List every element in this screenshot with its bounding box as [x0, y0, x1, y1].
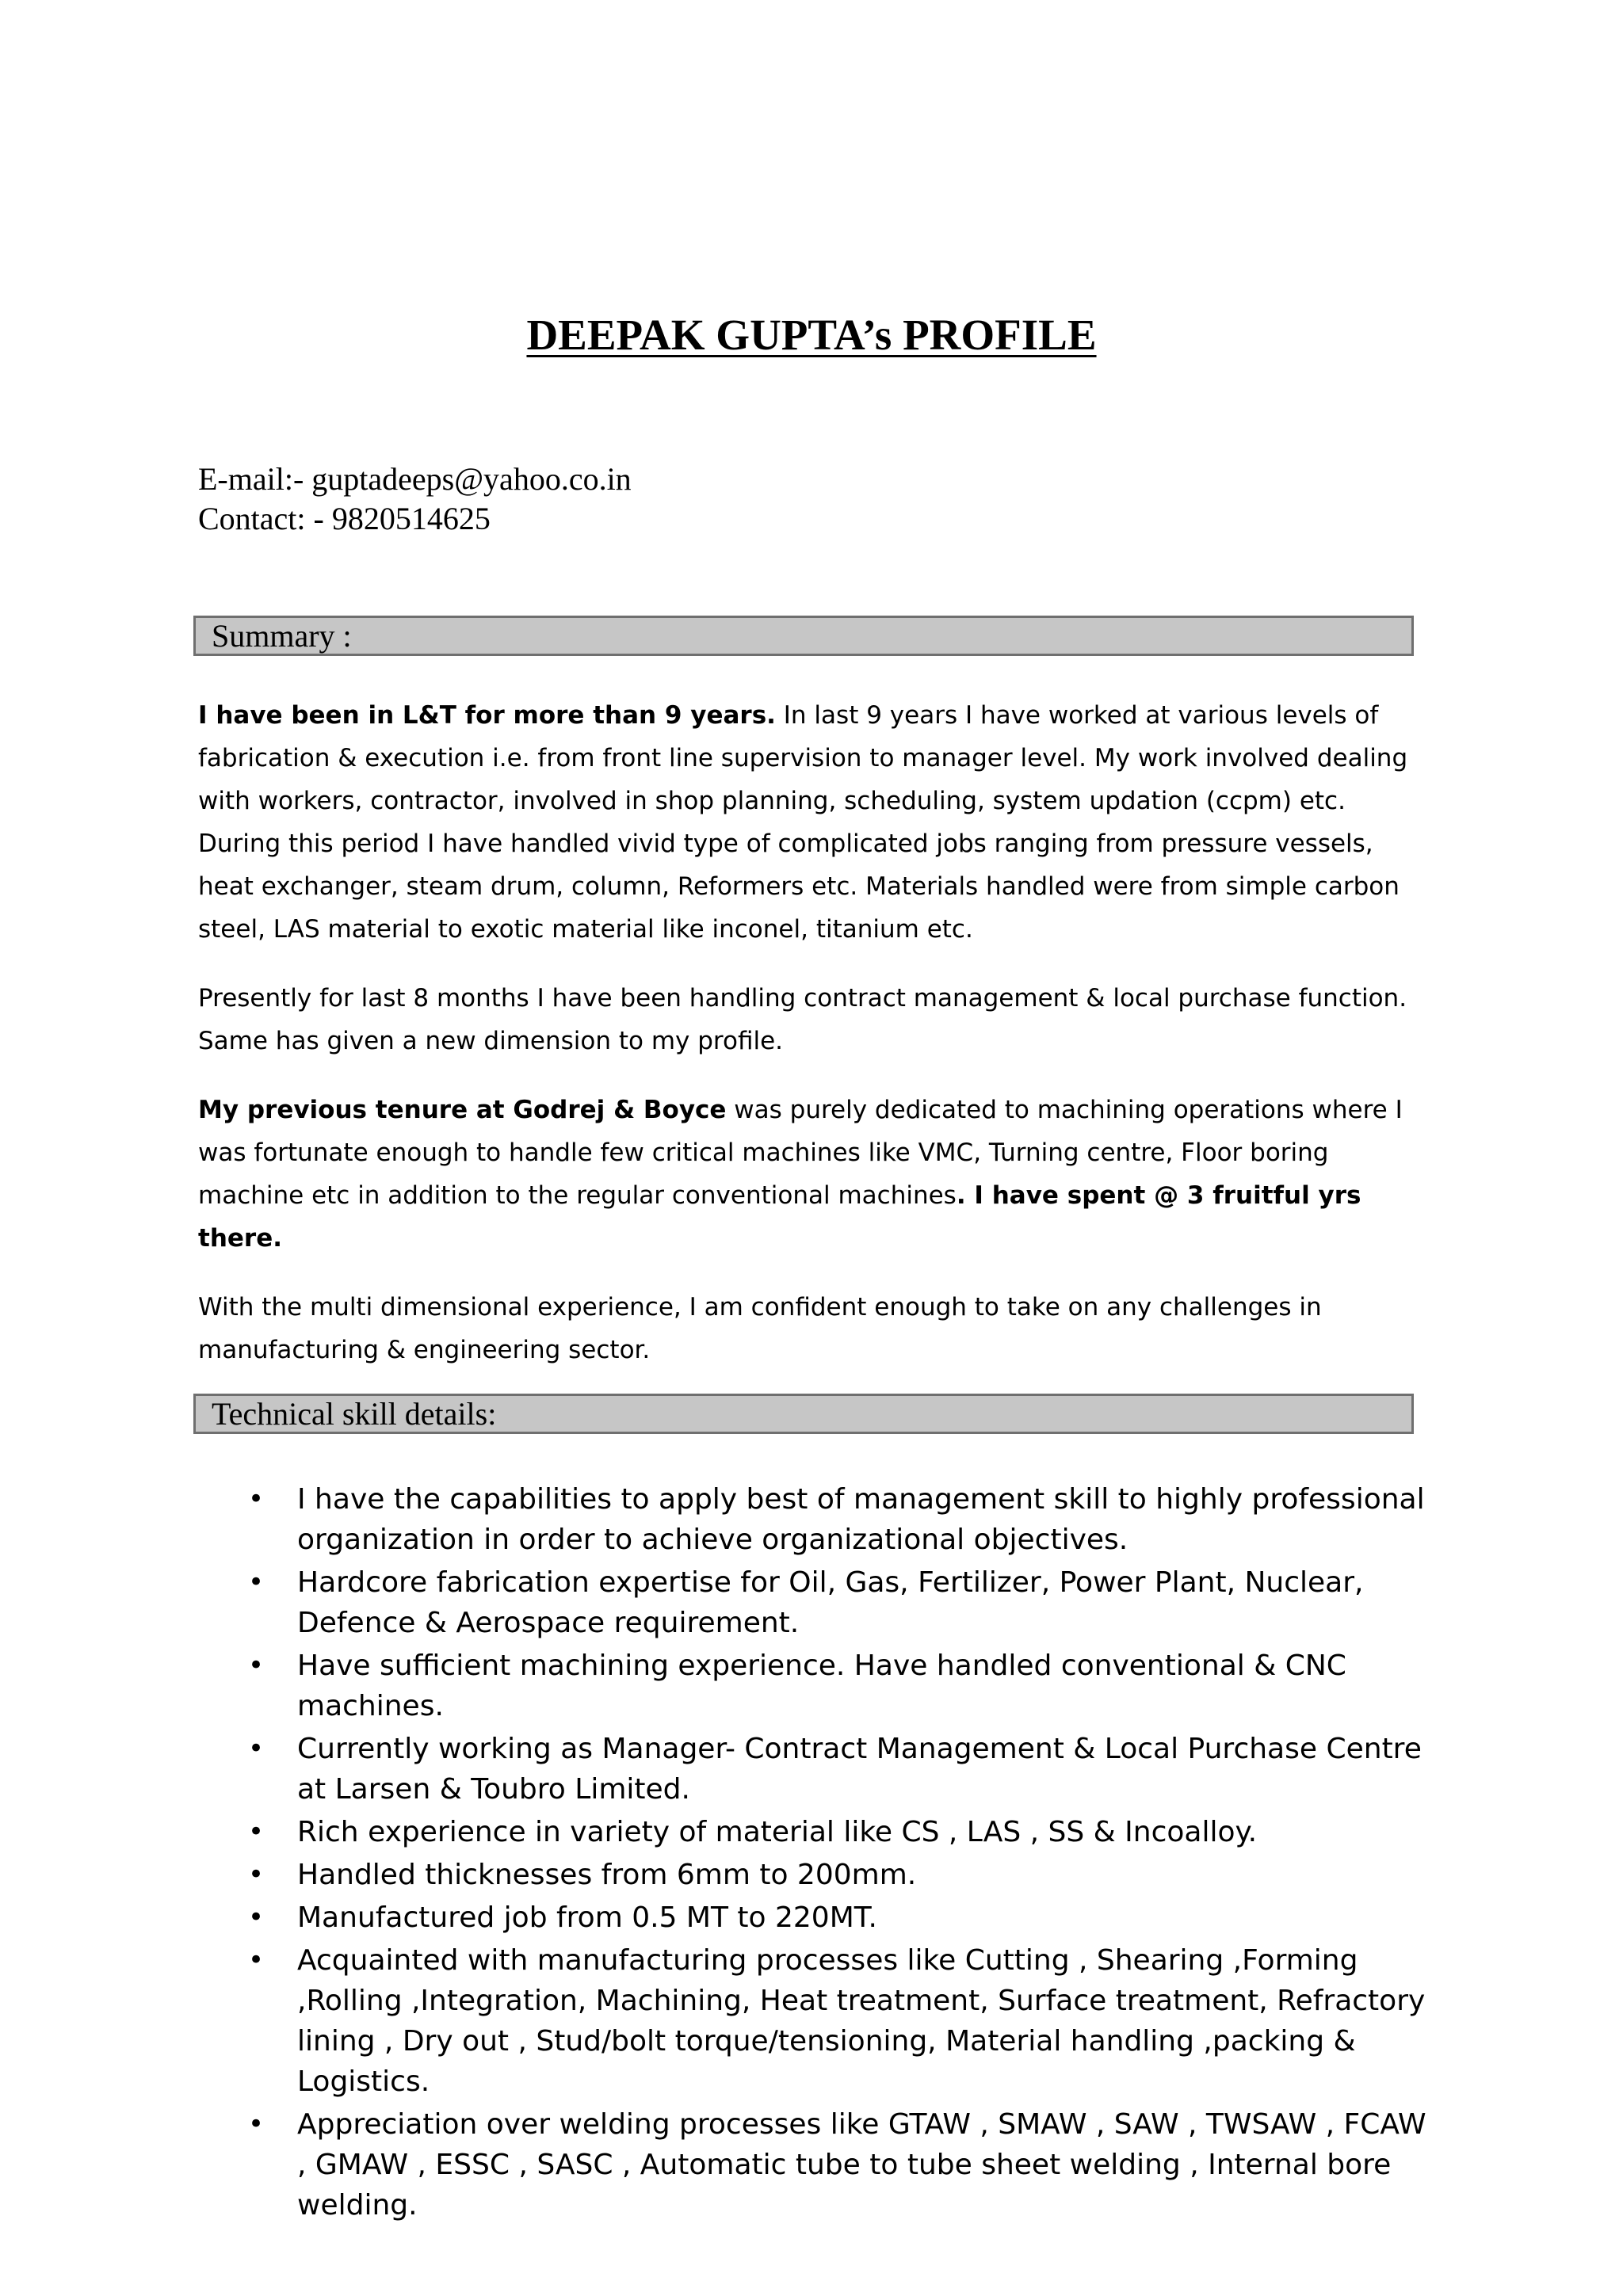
list-item	[238, 1479, 1442, 1560]
page-title: DEEPAK GUPTA’s PROFILE	[526, 311, 1097, 359]
summary-paragraph-1	[198, 694, 1434, 951]
phone-line: Contact: - 9820514625	[198, 501, 491, 536]
skill-text: Handled thicknesses from 6mm to 200mm.	[297, 1859, 917, 1891]
summary-paragraph-4: With the multi dimensional experience, I am confident enough to take on any challenges in manufacturing & engineering sector.	[198, 1293, 1322, 1364]
summary-p3-end-bold: . I have spent @ 3 fruitful yrs there.	[198, 1181, 1361, 1253]
list-item	[238, 1562, 1442, 1643]
skills-section-header	[193, 1394, 1414, 1434]
summary-paragraph-3	[198, 1089, 1434, 1260]
bullet-icon: •	[248, 1650, 265, 1681]
skill-text: I have the capabilities to apply best of management skill to highly professional organization in order to achieve organizational objectives.	[297, 1483, 1425, 1556]
list-item	[238, 1646, 1442, 1726]
summary-p1-text: In last 9 years I have worked at various levels of fabrication & execution i.e. from front line supervision to manager level. My work involved dealing with workers, contractor, involved in shop planning, scheduling, system updation (ccpm) etc. During this period I have handled vivid type of complicated jobs ranging from pressure vessels, heat exchanger, steam drum, column, Reformers etc. Materials handled were from simple carbon steel, LAS material to exotic material like inconel, titanium etc.	[198, 701, 1408, 944]
skill-text: Currently working as Manager- Contract Management & Local Purchase Centre at Larsen & Toubro Limited.	[297, 1733, 1422, 1806]
bullet-icon: •	[248, 1483, 265, 1515]
skill-text: Appreciation over welding processes like GTAW , SMAW , SAW , TWSAW , FCAW , GMAW , ESSC , SASC , Automatic tube to tube sheet welding , Internal bore welding.	[297, 2108, 1426, 2222]
bullet-icon: •	[248, 1566, 265, 1598]
bullet-icon: •	[248, 1859, 265, 1890]
skill-text: Acquainted with manufacturing processes like Cutting , Shearing ,Forming ,Rolling ,Integration, Machining, Heat treatment, Surface treatment, Refractory lining , Dry out , Stud/bolt torque/tensioning, Material handling ,packing & Logistics.	[297, 1944, 1426, 2098]
bullet-icon: •	[248, 1816, 265, 1848]
skills-heading: Technical skill details:	[212, 1396, 497, 1432]
list-item	[238, 1855, 1442, 1895]
list-item	[238, 1897, 1442, 1938]
summary-paragraph-2: Presently for last 8 months I have been handling contract management & local purchase function. Same has given a new dimension to my profile.	[198, 984, 1407, 1055]
email-line: E-mail:- guptadeeps@yahoo.co.in	[198, 461, 632, 497]
bullet-icon: •	[248, 1901, 265, 1933]
list-item	[238, 1812, 1442, 1852]
summary-p3-bold: My previous tenure at Godrej & Boyce	[198, 1096, 727, 1124]
list-item	[238, 1729, 1442, 1810]
skill-text: Manufactured job from 0.5 MT to 220MT.	[297, 1901, 877, 1934]
bullet-icon: •	[248, 2108, 265, 2140]
bullet-icon: •	[248, 1944, 265, 1976]
list-item	[238, 2104, 1442, 2225]
summary-p1-bold: I have been in L&T for more than 9 years.	[198, 701, 776, 730]
summary-p3-text: was purely dedicated to machining operations where I was fortunate enough to handle few critical machines like VMC, Turning centre, Floor boring machine etc in addition to the regular conventional machines	[198, 1096, 1403, 1210]
skills-list	[238, 1479, 1442, 2228]
skill-text: Have sufficient machining experience. Have handled conventional & CNC machines.	[297, 1650, 1346, 1722]
summary-heading: Summary :	[212, 618, 352, 654]
summary-section-header	[193, 616, 1414, 656]
summary-body	[198, 694, 1434, 1398]
contact-block	[198, 460, 632, 539]
skill-text: Hardcore fabrication expertise for Oil, Gas, Fertilizer, Power Plant, Nuclear, Defence & Aerospace requirement.	[297, 1566, 1364, 1639]
skill-text: Rich experience in variety of material like CS , LAS , SS & Incoalloy.	[297, 1816, 1258, 1848]
bullet-icon: •	[248, 1733, 265, 1764]
list-item	[238, 1940, 1442, 2102]
